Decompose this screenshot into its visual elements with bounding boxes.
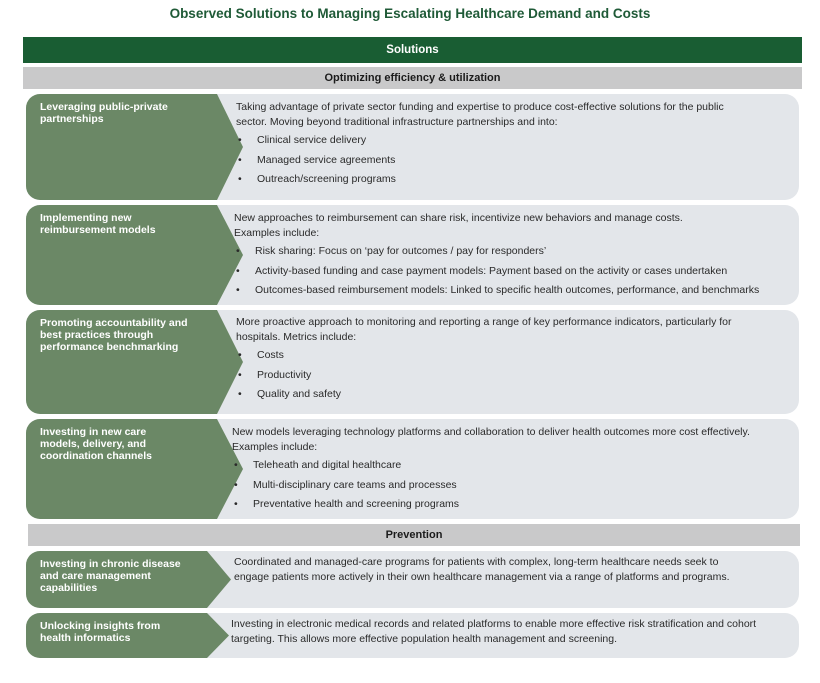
row-description: More proactive approach to monitoring and reporting a range of key performance indicators, particularly for hospitals. Metrics include: — [236, 316, 732, 343]
bullet-list — [236, 131, 756, 190]
solution-row — [26, 310, 799, 414]
row-body — [232, 425, 752, 515]
section-heading-efficiency: Optimizing efficiency & utilization — [23, 67, 802, 89]
solution-row — [26, 551, 799, 608]
bullet-item: • Outreach/screening programs — [236, 170, 756, 190]
row-body — [234, 211, 794, 301]
row-body — [234, 555, 754, 585]
bullet-item: • Costs — [236, 346, 756, 366]
bullet-item: • Managed service agreements — [236, 151, 756, 171]
row-label-box — [26, 551, 206, 608]
row-description: Taking advantage of private sector funding and expertise to produce cost-effective solutions for the public sector. Moving beyond traditional infrastructure partnerships and into: — [236, 101, 724, 128]
row-label: Implementing new reimbursement models — [40, 212, 156, 236]
bullet-item: • Multi-disciplinary care teams and processes — [232, 476, 752, 496]
row-description: Coordinated and managed-care programs for patients with complex, long-term healthcare needs seek to engage patients more actively in their own healthcare management via a range of platforms and programs. — [234, 556, 730, 583]
row-description: New approaches to reimbursement can share risk, incentivize new behaviors and manage costs. Examples include: — [234, 212, 683, 239]
row-label: Leveraging public-private partnerships — [40, 101, 168, 125]
solution-row — [26, 419, 799, 519]
bullet-item: • Activity-based funding and case payment models: Payment based on the activity or cases undertaken — [234, 262, 794, 282]
row-label-box — [26, 419, 216, 519]
row-description: Investing in electronic medical records and related platforms to enable more effective risk stratification and cohort targeting. This allows more effective population health management and screening. — [231, 618, 757, 645]
row-description: New models leveraging technology platforms and collaboration to deliver health outcomes more cost effectively. Examples include: — [232, 426, 750, 453]
row-label-box — [26, 94, 216, 200]
row-body — [236, 100, 756, 190]
solutions-header: Solutions — [23, 37, 802, 63]
bullet-list — [236, 346, 756, 405]
bullet-item: • Preventative health and screening programs — [232, 495, 752, 515]
row-label: Investing in chronic disease and care management capabilities — [40, 558, 181, 594]
bullet-item: • Risk sharing: Focus on ‘pay for outcomes / pay for responders’ — [234, 242, 794, 262]
bullet-item: • Outcomes-based reimbursement models: Linked to specific health outcomes, performance, and benchmarks — [234, 281, 794, 301]
row-label-box — [26, 310, 216, 414]
bullet-list — [232, 456, 752, 515]
solution-row — [26, 94, 799, 200]
row-label: Promoting accountability and best practices through performance benchmarking — [40, 317, 188, 353]
row-label: Unlocking insights from health informatics — [40, 620, 161, 644]
row-body — [236, 315, 756, 405]
row-body — [231, 617, 771, 647]
arrow-chevron-icon — [205, 551, 235, 608]
diagram-title: Observed Solutions to Managing Escalating Healthcare Demand and Costs — [169, 6, 651, 21]
bullet-item: • Clinical service delivery — [236, 131, 756, 151]
bullet-item: • Teleheath and digital healthcare — [232, 456, 752, 476]
bullet-item: • Quality and safety — [236, 385, 756, 405]
solution-row — [26, 205, 799, 305]
row-label-box — [26, 205, 216, 305]
row-label-box — [26, 613, 206, 658]
bullet-list — [234, 242, 794, 301]
solution-row — [26, 613, 799, 658]
row-label: Investing in new care models, delivery, and coordination channels — [40, 426, 153, 462]
bullet-item: • Productivity — [236, 366, 756, 386]
section-heading-prevention: Prevention — [28, 524, 800, 546]
